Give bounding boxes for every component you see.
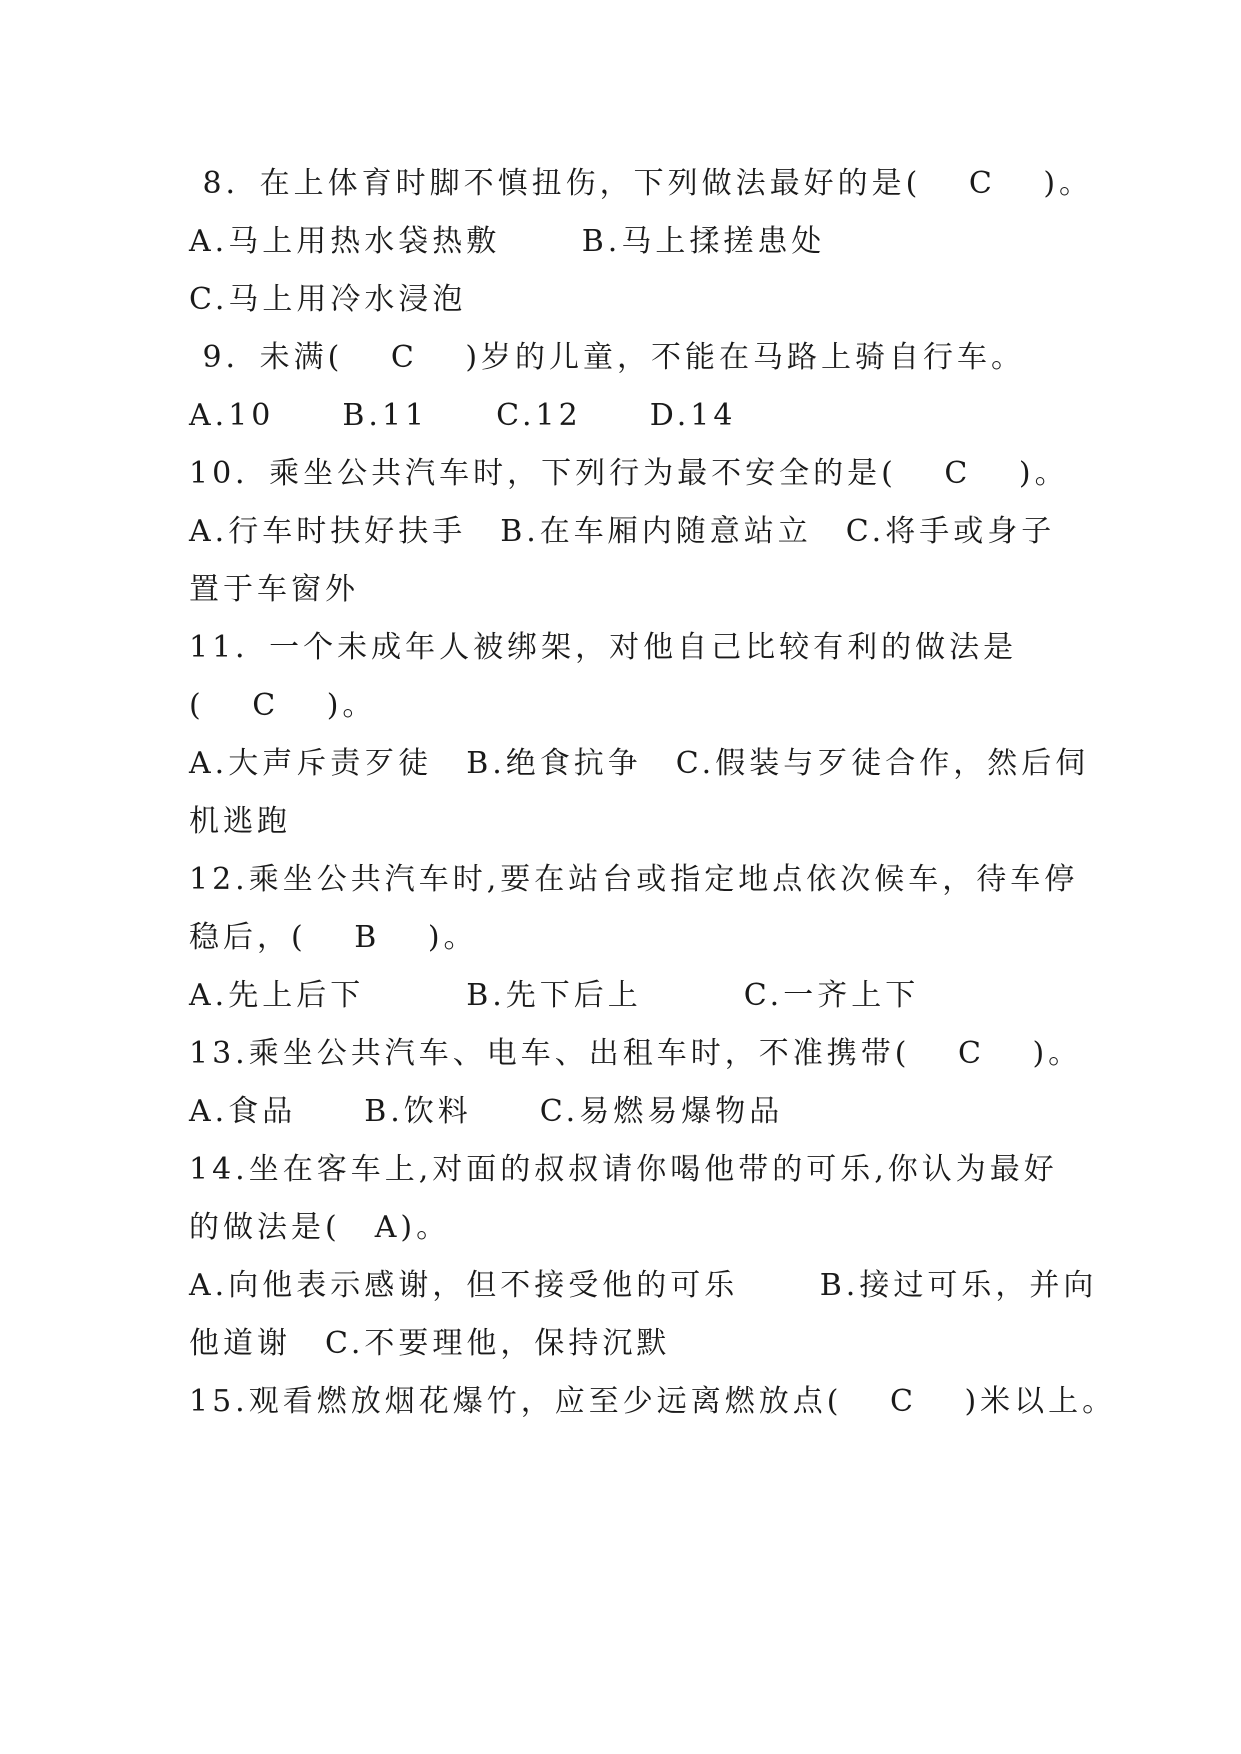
question-14-cont: 的做法是( A)。 — [189, 1210, 451, 1245]
question-10-options: A.行车时扶好扶手 B.在车厢内随意站立 C.将手或身子 — [189, 514, 1056, 549]
question-14: 14.坐在客车上,对面的叔叔请你喝他带的可乐,你认为最好 — [189, 1152, 1058, 1187]
question-9: 9．未满( C )岁的儿童，不能在马路上骑自行车。 — [189, 340, 1026, 375]
question-14-options-cont: 他道谢 C.不要理他，保持沉默 — [189, 1326, 671, 1361]
question-11-options-cont: 机逃跑 — [189, 804, 291, 839]
question-9-options: A.10 B.11 C.12 D.14 — [189, 398, 737, 433]
question-11: 11．一个未成年人被绑架，对他自己比较有利的做法是 — [189, 630, 1018, 665]
question-13: 13.乘坐公共汽车、电车、出租车时，不准携带( C )。 — [189, 1036, 1083, 1071]
question-15: 15.观看燃放烟花爆竹，应至少远离燃放点( C )米以上。 — [189, 1384, 1117, 1419]
question-11-options: A.大声斥责歹徒 B.绝食抗争 C.假装与歹徒合作，然后伺 — [189, 746, 1090, 781]
question-14-options: A.向他表示感谢，但不接受他的可乐 B.接过可乐，并向 — [189, 1268, 1098, 1303]
question-11-cont: ( C )。 — [189, 688, 377, 723]
question-10-options-cont: 置于车窗外 — [189, 572, 359, 607]
question-8-options-ab: A.马上用热水袋热敷 B.马上揉搓患处 — [189, 224, 826, 259]
question-13-options: A.食品 B.饮料 C.易燃易爆物品 — [189, 1094, 784, 1129]
question-10: 10．乘坐公共汽车时，下列行为最不安全的是( C )。 — [189, 456, 1069, 491]
question-12: 12.乘坐公共汽车时,要在站台或指定地点依次候车，待车停 — [189, 862, 1079, 897]
question-8: 8．在上体育时脚不慎扭伤，下列做法最好的是( C )。 — [189, 166, 1094, 201]
question-8-option-c: C.马上用冷水浸泡 — [189, 282, 467, 317]
question-12-options: A.先上后下 B.先下后上 C.一齐上下 — [189, 978, 920, 1013]
question-12-cont: 稳后，( B )。 — [189, 920, 478, 955]
